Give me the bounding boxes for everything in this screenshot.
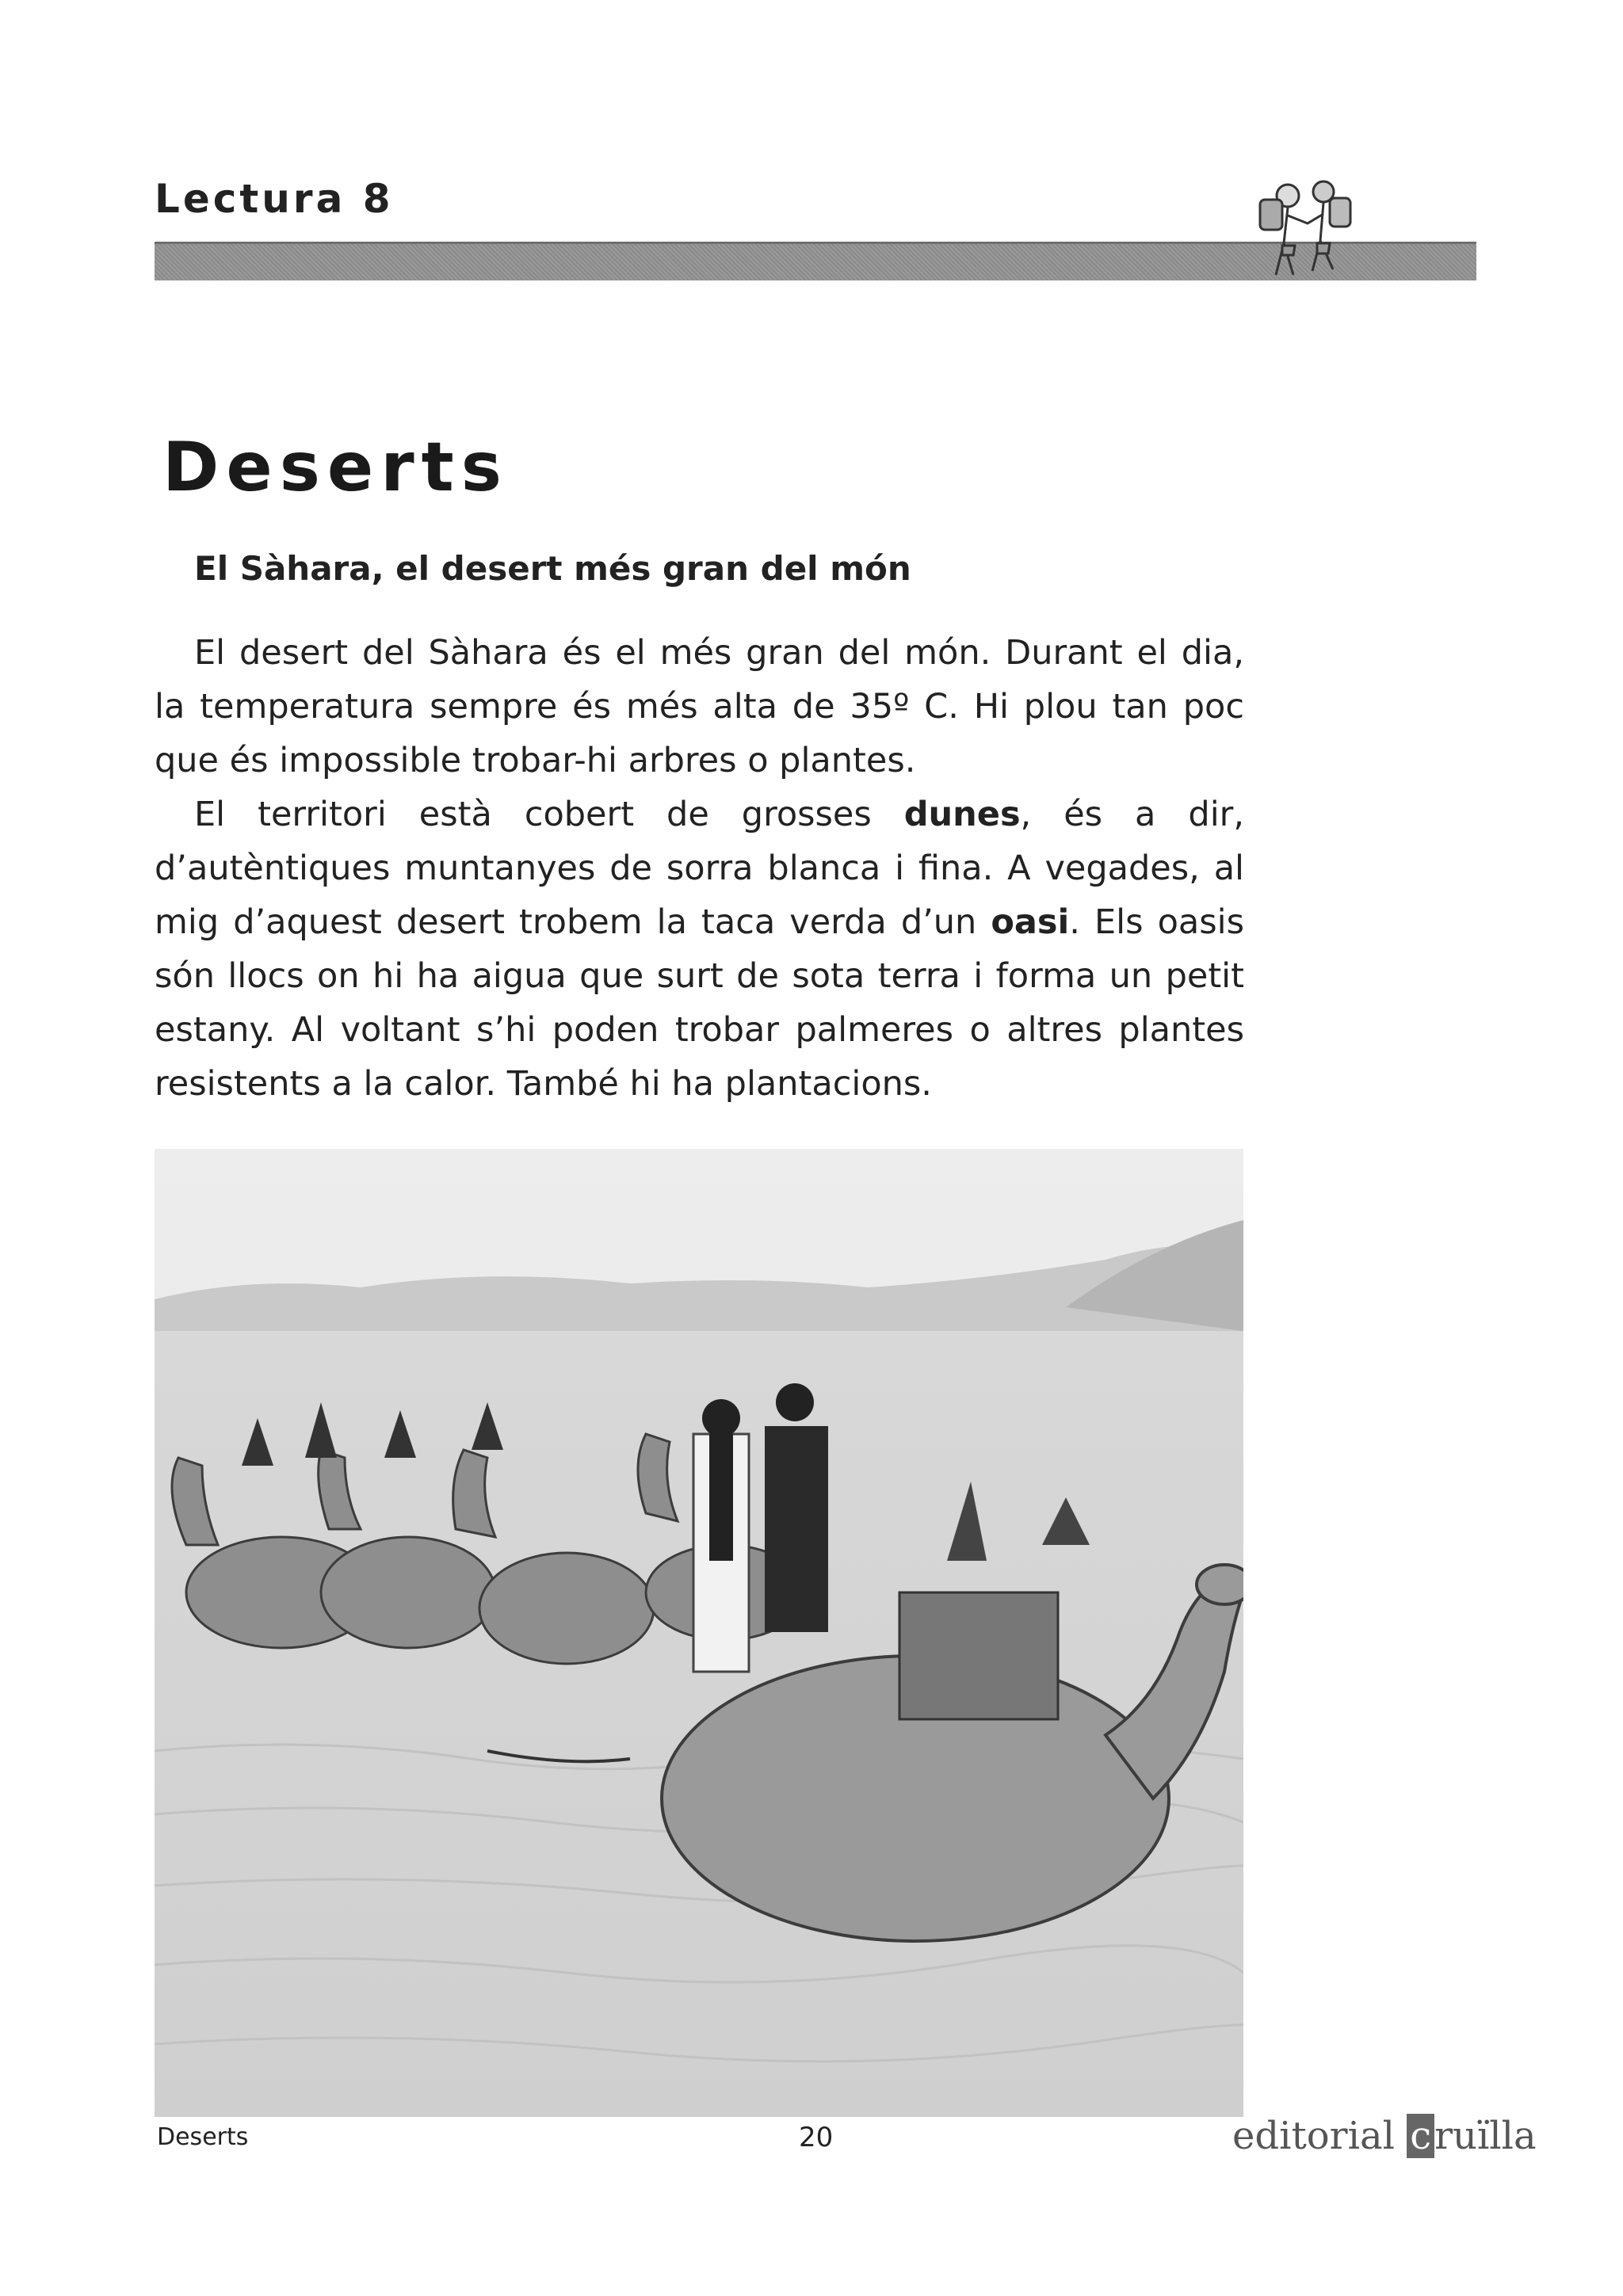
section-label: Lectura 8 [155, 176, 394, 222]
article-title: Deserts [162, 428, 509, 507]
paragraph-1: El desert del Sàhara és el més gran del món. Durant el dia, la temperatura sempre és més alta de 35º C. Hi plou tan poc que és impossible trobar-hi arbres o plantes. [155, 633, 1244, 780]
term-oasi: oasi [991, 902, 1070, 942]
publisher-mark: c [1407, 2114, 1434, 2158]
page-number: 20 [799, 2122, 834, 2153]
kids-hiking-icon [1244, 168, 1363, 287]
term-dunes: dunes [903, 795, 1021, 834]
publisher-prefix: editorial [1232, 2114, 1407, 2158]
publisher-suffix: ruïlla [1434, 2114, 1537, 2158]
footer-title: Deserts [157, 2123, 249, 2151]
desert-camels-photo [155, 1149, 1243, 2117]
publisher-logo [1232, 2114, 1537, 2158]
paragraph-2-part-3: . Els oasis són llocs on hi ha aigua que surt de sota terra i forma un petit estany. Al voltant s’hi poden trobar palmeres o altres plantes resistents a la calor. També hi ha plantacions. [155, 902, 1244, 1104]
paragraph-2-part-1: El territori està cobert de grosses [194, 795, 904, 834]
paragraph-2-part-2: , és a dir, d’autèntiques muntanyes de sorra blanca i fina. A vegades, al mig d’aquest desert trobem la taca verda d’un [155, 795, 1244, 942]
paragraph-2 [155, 788, 1244, 1111]
article-body [155, 626, 1244, 1111]
article-subtitle: El Sàhara, el desert més gran del món [194, 549, 911, 588]
